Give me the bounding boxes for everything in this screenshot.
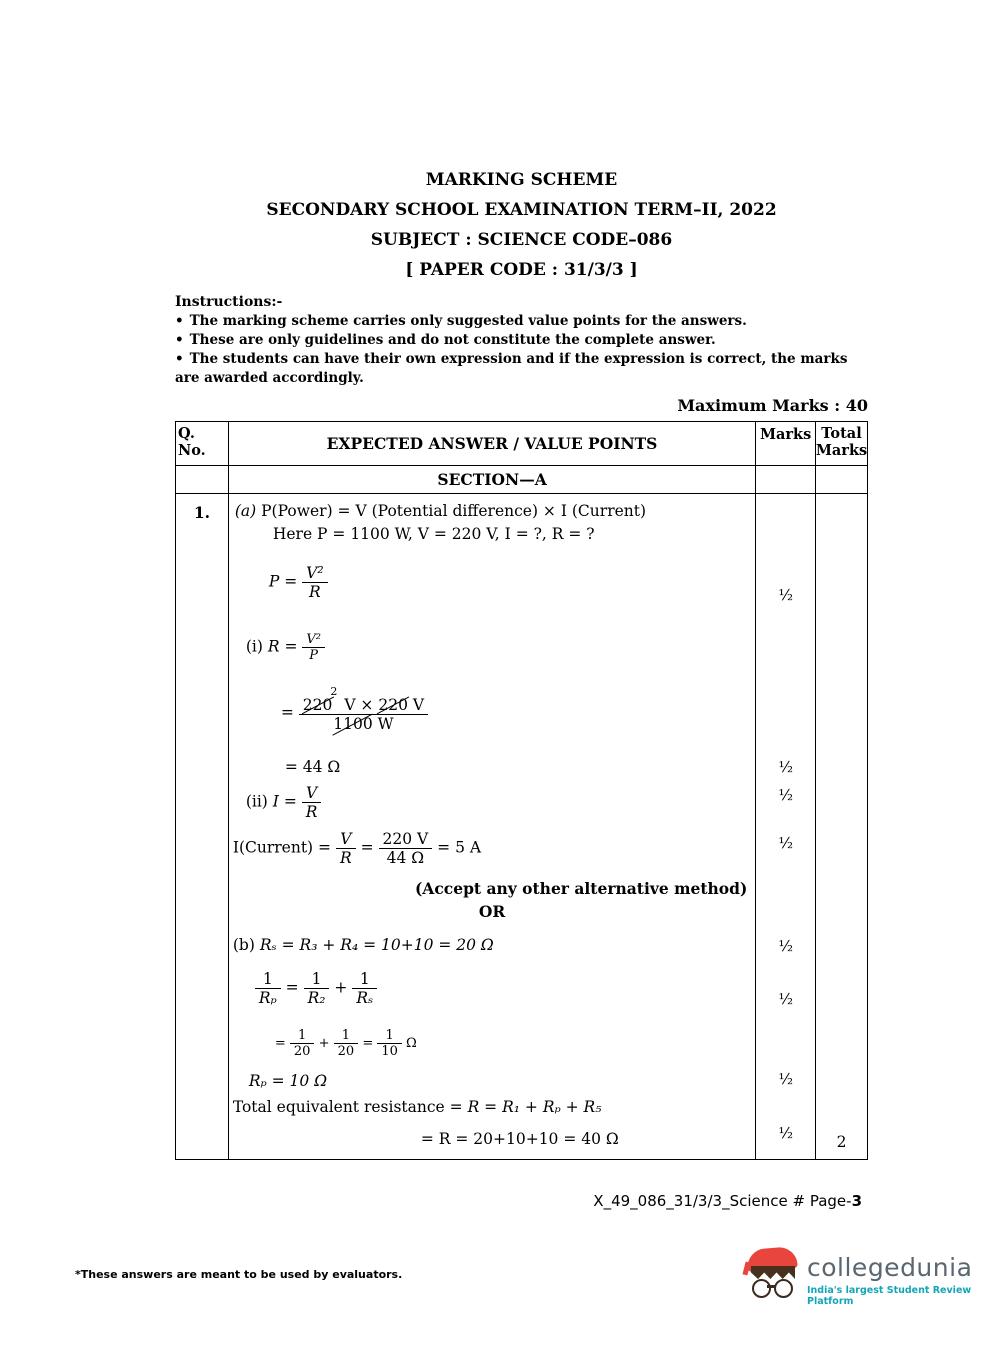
ohm-unit: Ω [406, 1036, 417, 1051]
fraction [334, 1028, 359, 1059]
part-a-label: (a) [234, 502, 257, 520]
section-marks-cell [756, 466, 816, 493]
page-number: 3 [851, 1192, 862, 1210]
bullet-icon: • [175, 313, 184, 329]
bullet-text: These are only guidelines and do not constitute the complete answer. [189, 332, 716, 348]
evaluator-note: *These answers are meant to be used by evaluators. [75, 1268, 403, 1281]
glasses-left-lens-icon [752, 1279, 771, 1298]
section-title: SECTION—A [229, 466, 756, 493]
step-ii-line [246, 784, 322, 821]
bullet-icon: • [175, 351, 184, 367]
instructions-heading: Instructions:- [175, 294, 283, 310]
doc-title-line3: SUBJECT : SCIENCE CODE–086 [370, 230, 673, 250]
section-qno-cell [176, 466, 229, 493]
part-b-series-line [233, 936, 494, 954]
document-code [175, 1192, 862, 1210]
marks-entry: ½ [778, 937, 793, 955]
bullet-text: The marking scheme carries only suggested value points for the answers. [189, 313, 747, 329]
parallel-formula-line [255, 970, 377, 1007]
document-content [175, 170, 868, 1160]
fraction-denominator: 10 [381, 1044, 398, 1059]
instructions-block [175, 294, 868, 388]
fraction [255, 970, 281, 1007]
marks-entry: ½ [778, 1124, 793, 1142]
fraction-numerator: 220 V [379, 830, 433, 849]
collegedunia-logo [745, 1246, 985, 1312]
total-marks-cell-q1 [816, 494, 867, 1159]
marks-entry: ½ [778, 786, 793, 804]
resistance-result-line: = 44 Ω [284, 758, 341, 776]
fraction [377, 1028, 402, 1059]
instruction-bullet-2 [175, 331, 868, 350]
exponent: 2 [330, 685, 338, 698]
question-number: 1. [176, 494, 229, 1159]
header-marks: Marks [756, 422, 816, 465]
power-relation-line [269, 564, 328, 601]
equals-sign: = [274, 1036, 286, 1051]
step-i-label: (i) [245, 637, 263, 656]
fraction-denominator: 20 [337, 1044, 355, 1059]
fraction [352, 970, 377, 1007]
marks-entry: ½ [778, 990, 793, 1008]
current-calculation-line [233, 830, 481, 867]
marks-entry: ½ [778, 586, 793, 604]
parallel-substitution-line [275, 1028, 417, 1059]
calculation-line [280, 685, 428, 734]
doc-title-line1: MARKING SCHEME [425, 170, 618, 190]
marking-scheme-table [175, 421, 868, 1160]
fraction-denominator: P [309, 648, 319, 663]
part-b-label: (b) [232, 936, 255, 954]
marks-entry: ½ [778, 758, 793, 776]
section-row [176, 466, 867, 494]
fraction-denominator: 20 [293, 1044, 311, 1059]
marks-entry: ½ [778, 834, 793, 852]
fraction-numerator: 1 [290, 1028, 315, 1044]
equals-sign: = [280, 703, 294, 722]
total-resistance-label: Total equivalent resistance = [232, 1098, 463, 1116]
times-v: V × [344, 696, 374, 715]
unit-v: V [412, 696, 425, 715]
glasses-right-lens-icon [774, 1279, 793, 1298]
fraction-numerator: V² [302, 564, 327, 583]
fraction-numerator: V [302, 784, 322, 803]
marks-cell-q1 [756, 494, 816, 1159]
document-code-text: X_49_086_31/3/3_Science # Page- [593, 1192, 852, 1210]
fraction-numerator: V² [302, 632, 325, 648]
header-expected-answer: EXPECTED ANSWER / VALUE POINTS [229, 422, 756, 465]
answer-content-cell [229, 494, 756, 1159]
fraction-denominator: R₂ [307, 989, 326, 1007]
step-i-line [246, 632, 325, 663]
fraction [336, 830, 356, 867]
fraction-denominator: R [339, 849, 352, 867]
section-total-cell [816, 466, 867, 493]
equals-sign: = [360, 838, 374, 857]
maximum-marks: Maximum Marks : 40 [677, 396, 868, 415]
power-formula: P(Power) = V (Potential difference) × I (Current) [261, 502, 647, 520]
fraction [299, 685, 428, 734]
fraction [302, 564, 327, 601]
collegedunia-mascot-icon [745, 1248, 801, 1310]
fraction-denominator: R [305, 803, 318, 821]
equals-sign: = [362, 1036, 374, 1051]
fraction-denominator [299, 715, 428, 733]
current-result: = 5 A [437, 838, 482, 857]
question-1-row [176, 494, 867, 1159]
cancelled-value: 1100 [333, 715, 373, 734]
step-ii-label: (ii) [245, 792, 268, 811]
brand-text-block [807, 1254, 985, 1307]
bullet-icon: • [175, 332, 184, 348]
total-resistance-line [233, 1098, 602, 1116]
total-resistance-calc-line: = R = 20+10+10 = 40 Ω [420, 1130, 619, 1148]
fraction-numerator: 1 [352, 970, 377, 989]
fraction-numerator: 1 [377, 1028, 402, 1044]
header-total-line2: Marks [815, 442, 868, 459]
fraction [302, 632, 325, 663]
brand-tagline: India's largest Student Review Platform [807, 1285, 972, 1307]
plus-sign: + [318, 1036, 330, 1051]
i-lhs: I = [272, 792, 297, 811]
part-a-formula-line [235, 502, 646, 520]
instruction-bullet-3 [175, 350, 868, 388]
fraction-numerator: V [336, 830, 356, 849]
p-lhs: P = [268, 572, 298, 591]
marks-entry: ½ [778, 1070, 793, 1088]
cancelled-value: 220 [302, 696, 333, 715]
instruction-bullet-1 [175, 312, 868, 331]
header-qno: Q. No. [176, 422, 229, 465]
brand-name: collegedunia [807, 1253, 973, 1282]
fraction-numerator: 1 [255, 970, 281, 989]
hair-icon [751, 1266, 795, 1279]
bullet-text: The students can have their own expression and if the expression is correct, the marks are awarded accordingly. [175, 351, 848, 386]
plus-sign: + [334, 978, 348, 997]
fraction-denominator: Rₚ [258, 989, 277, 1007]
header-total-marks [816, 422, 867, 465]
fraction [379, 830, 433, 867]
doc-title-line4: [ PAPER CODE : 31/3/3 ] [405, 260, 638, 280]
header-total-line1: Total [821, 425, 862, 442]
unit-w: W [377, 715, 394, 734]
doc-title-line2: SECONDARY SCHOOL EXAMINATION TERM–II, 2022 [266, 200, 777, 220]
cancelled-value: 220 [378, 696, 408, 715]
fraction [304, 970, 330, 1007]
equals-sign: = [285, 978, 299, 997]
table-header-row [176, 422, 867, 466]
current-lhs: I(Current) = [232, 838, 332, 857]
glasses-bridge-icon [767, 1285, 775, 1288]
parallel-result-line: Rₚ = 10 Ω [248, 1072, 328, 1090]
fraction-denominator: Rₛ [356, 989, 374, 1007]
r-lhs: R = [267, 637, 298, 656]
fraction [302, 784, 322, 821]
accept-note: (Accept any other alternative method) [414, 879, 748, 898]
fraction-numerator: 1 [304, 970, 330, 989]
fraction-numerator: 1 [334, 1028, 359, 1044]
fraction-numerator [299, 685, 428, 715]
fraction-denominator: 44 Ω [386, 849, 425, 867]
series-resistance: Rₛ = R₃ + R₄ = 10+10 = 20 Ω [259, 936, 494, 954]
total-resistance-expr: R = R₁ + Rₚ + R₅ [467, 1098, 602, 1116]
fraction [290, 1028, 315, 1059]
given-values-line: Here P = 1100 W, V = 220 V, I = ?, R = ? [272, 525, 595, 543]
fraction-denominator: R [309, 583, 321, 601]
total-marks-value: 2 [836, 1133, 847, 1151]
or-separator: OR [478, 902, 506, 921]
